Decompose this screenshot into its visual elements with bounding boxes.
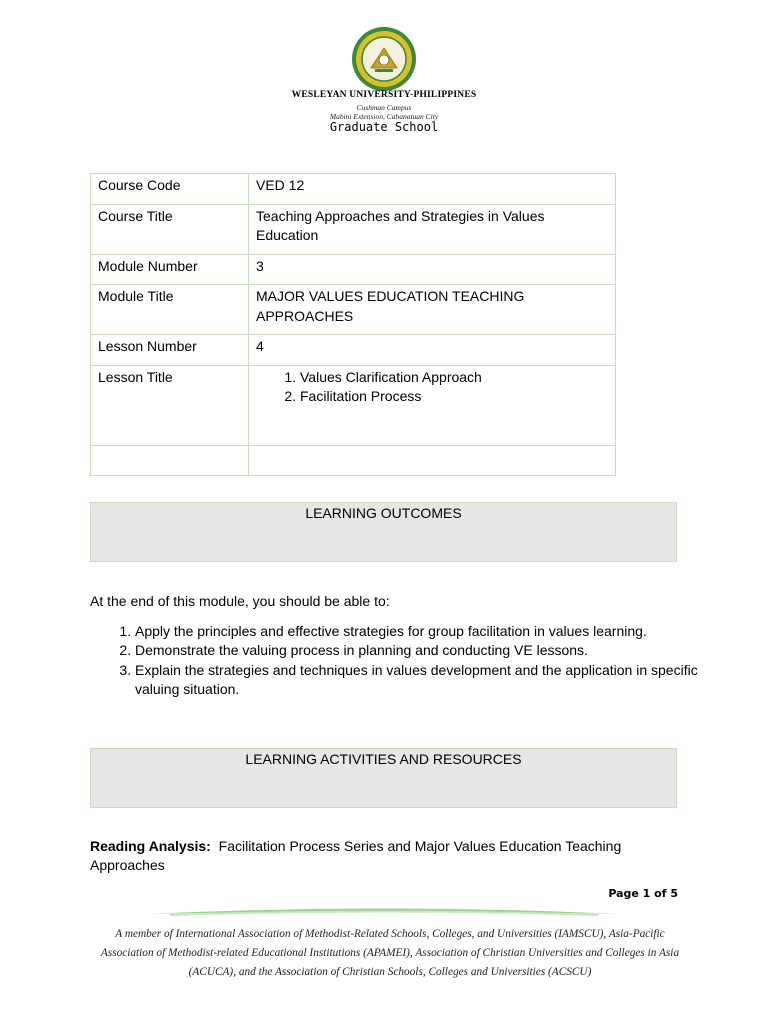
- table-row: [91, 335, 616, 366]
- outcomes-intro: At the end of this module, you should be able to:: [90, 593, 390, 609]
- university-seal-icon: [351, 26, 417, 92]
- row-value: 3: [249, 254, 616, 285]
- reading-analysis: [90, 837, 680, 875]
- campus-address: Mabini Extension, Cabanatuan City: [329, 112, 439, 121]
- row-value: Teaching Approaches and Strategies in Values Education: [249, 204, 616, 254]
- list-item: 3. Explain the strategies and techniques in values development and the application in specific valuing situation.: [135, 661, 725, 700]
- lesson-title-list: [256, 368, 608, 407]
- row-label: Module Title: [91, 285, 249, 335]
- empty-cell: [249, 445, 616, 475]
- row-label: Course Title: [91, 204, 249, 254]
- table-row: [91, 204, 616, 254]
- learning-outcomes-list: [90, 622, 725, 700]
- reading-text: Facilitation Process Series and Major Values Education Teaching Approaches: [90, 838, 622, 873]
- table-row: [91, 254, 616, 285]
- table-row: [91, 365, 616, 445]
- page-number: Page 1 of 5: [608, 887, 678, 900]
- learning-activities-heading-box: [90, 748, 677, 808]
- list-item: 2. Facilitation Process: [300, 387, 608, 407]
- list-item: 2. Demonstrate the valuing process in planning and conducting VE lessons.: [135, 641, 725, 660]
- school-name: Graduate School: [329, 120, 439, 134]
- campus-name: Cushman Campus: [356, 103, 412, 112]
- row-label: Lesson Number: [91, 335, 249, 366]
- table-row: [91, 445, 616, 475]
- list-item: 1. Values Clarification Approach: [300, 368, 608, 388]
- section-heading: LEARNING OUTCOMES: [305, 505, 462, 521]
- table-row: [91, 285, 616, 335]
- university-name: WESLEYAN UNIVERSITY-PHILIPPINES: [291, 90, 477, 100]
- list-item: 1. Apply the principles and effective strategies for group facilitation in values learning.: [135, 622, 725, 641]
- row-value: VED 12: [249, 174, 616, 205]
- reading-label: Reading Analysis:: [90, 838, 211, 854]
- row-value: [249, 365, 616, 445]
- row-value: MAJOR VALUES EDUCATION TEACHING APPROACHES: [249, 285, 616, 335]
- footer-membership-text: A member of International Association of Methodist-Related Schools, Colleges, and Universities (IAMSCU), Asia-Pacific Association of Methodist-related Educational Institutions (APAMEI), Association of Christian Universities and Colleges in Asia (ACUCA), and the Association of Christian Schools, Colleges and Universities (ACSCU): [100, 928, 680, 978]
- section-heading: LEARNING ACTIVITIES AND RESOURCES: [245, 751, 522, 767]
- row-label: Course Code: [91, 174, 249, 205]
- learning-outcomes-heading-box: [90, 502, 677, 562]
- table-row: [91, 174, 616, 205]
- row-label: Lesson Title: [91, 365, 249, 445]
- row-label: Module Number: [91, 254, 249, 285]
- empty-cell: [91, 445, 249, 475]
- row-value: 4: [249, 335, 616, 366]
- footer-swoosh-icon: [150, 905, 618, 919]
- course-info-table: [90, 173, 616, 476]
